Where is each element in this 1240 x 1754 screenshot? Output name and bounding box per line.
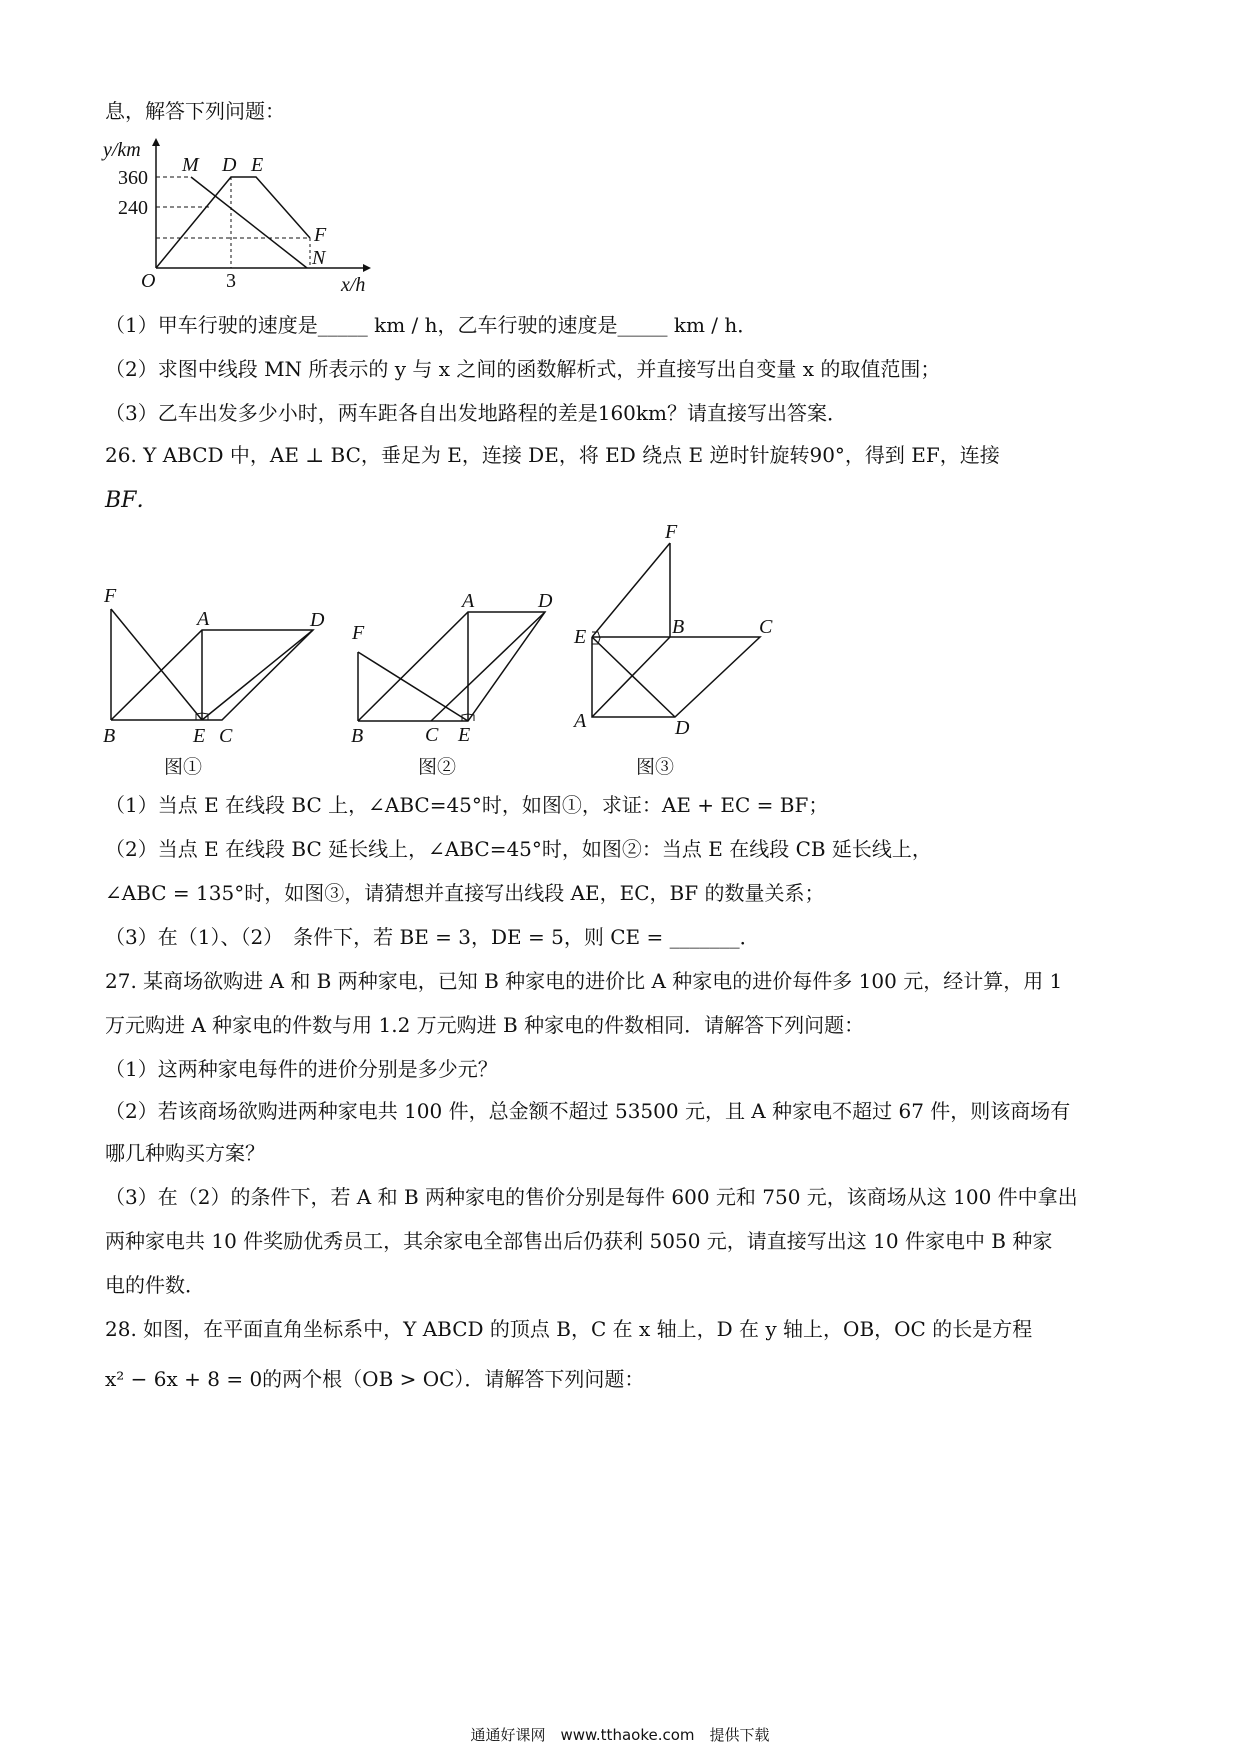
fig3-point-d: D [675,717,690,739]
fig1-caption: 图① [164,756,203,778]
fig1-point-d: D [310,609,325,631]
fig1-point-f: F [104,585,117,607]
graph-point-f: F [314,224,327,246]
graph-origin-label: O [141,270,156,292]
fig1-point-b: B [103,725,116,747]
text-line-q25-1: （1）甲车行驶的速度是_____ km / h，乙车行驶的速度是_____ km / h． [105,313,758,337]
text-line-q26-1: （1）当点 E 在线段 BC 上，∠ABC=45°时，如图①，求证：AE + EC = BF； [105,793,829,817]
geometry-figure-3 [565,520,790,750]
graph-point-m: M [182,154,199,176]
distance-time-graph [95,130,385,295]
fig2-point-e: E [458,724,471,746]
graph-x-tick-3: 3 [226,270,236,292]
text-line-q27-2-cont: 哪几种购买方案？ [105,1141,265,1165]
geometry-figure-1 [95,580,335,750]
fig1-point-a: A [197,608,210,630]
text-line-q26-2-cont: ∠ABC = 135°时，如图③，请猜想并直接写出线段 AE，EC，BF 的数量关系； [105,881,825,905]
text-line-q27-stem: 27. 某商场欲购进 A 和 B 两种家电，已知 B 种家电的进价比 A 种家电的进价每件多 100 元，经计算，用 1 [105,969,1063,993]
text-line-intro: 息，解答下列问题： [105,99,285,123]
text-line-q27-2: （2）若该商场欲购进两种家电共 100 件，总金额不超过 53500 元，且 A 种家电不超过 67 件，则该商场有 [105,1099,1071,1123]
text-line-q27-3-cont2: 电的件数． [105,1273,205,1297]
graph-y-axis-label: y/km [103,139,141,161]
text-line-q26-stem: 26. Y ABCD 中，AE ⊥ BC，垂足为 E，连接 DE，将 ED 绕点 E 逆时针旋转90°，得到 EF，连接 [105,443,1000,467]
text-line-q28-stem: 28. 如图，在平面直角坐标系中，Y ABCD 的顶点 B，C 在 x 轴上，D 在 y 轴上，OB，OC 的长是方程 [105,1317,1033,1341]
graph-y-tick-240: 240 [118,197,148,219]
text-line-q28-stem-cont: x² − 6x + 8 = 0的两个根（OB > OC）．请解答下列问题： [105,1367,645,1391]
text-line-q25-2: （2）求图中线段 MN 所表示的 y 与 x 之间的函数解析式，并直接写出自变量 x 的取值范围； [105,357,941,381]
fig3-point-a: A [574,710,587,732]
fig1-point-c: C [219,725,233,747]
fig2-point-f: F [352,622,365,644]
fig2-caption: 图② [418,756,457,778]
graph-point-e: E [251,154,264,176]
fig3-point-e: E [574,626,587,648]
text-line-q27-stem-cont: 万元购进 A 种家电的件数与用 1.2 万元购进 B 种家电的件数相同．请解答下列问题： [105,1013,865,1037]
text-line-q26-2: （2）当点 E 在线段 BC 延长线上，∠ABC=45°时，如图②：当点 E 在线段 CB 延长线上， [105,837,932,861]
fig2-point-c: C [425,724,439,746]
fig2-point-a: A [462,590,475,612]
fig3-point-b: B [672,616,685,638]
graph-y-tick-360: 360 [118,167,148,189]
text-line-q27-3: （3）在（2）的条件下，若 A 和 B 两种家电的售价分别是每件 600 元和 750 元，该商场从这 100 件中拿出 [105,1185,1078,1209]
fig1-point-e: E [193,725,206,747]
graph-point-n: N [312,247,326,269]
fig3-point-f: F [665,521,678,543]
text-line-q27-1: （1）这两种家电每件的进价分别是多少元？ [105,1057,498,1081]
fig2-point-d: D [538,590,553,612]
text-line-q26-stem-cont: BF． [105,488,159,513]
geometry-figure-2 [345,585,575,755]
text-line-q26-3: （3）在（1）、（2） 条件下，若 BE = 3，DE = 5，则 CE = _______． [105,925,760,949]
fig2-point-b: B [351,725,364,747]
fig3-point-c: C [759,616,773,638]
page-footer: 通通好课网 www.tthaoke.com 提供下载 [470,1726,770,1744]
graph-x-axis-label: x/h [341,274,366,295]
graph-point-d: D [222,154,237,176]
text-line-q27-3-cont: 两种家电共 10 件奖励优秀员工，其余家电全部售出后仍获利 5050 元，请直接写出这 10 件家电中 B 种家 [105,1229,1053,1253]
fig3-caption: 图③ [636,756,675,778]
text-line-q25-3: （3）乙车出发多少小时，两车距各自出发地路程的差是160km？请直接写出答案． [105,401,847,425]
